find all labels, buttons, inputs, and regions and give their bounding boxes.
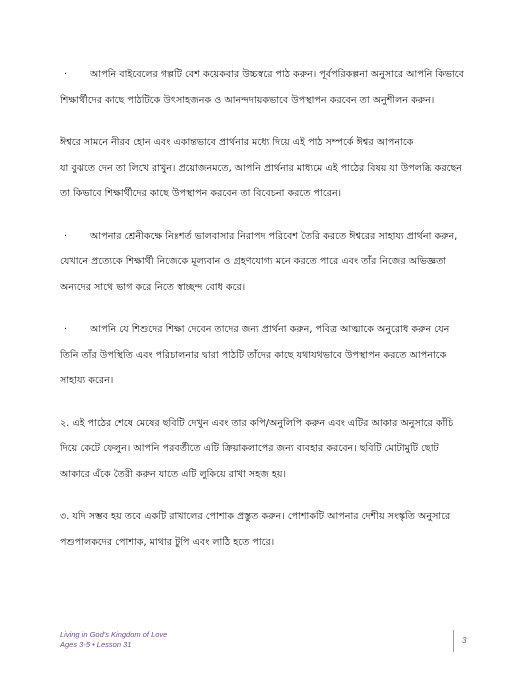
paragraph-line: · আপনার শ্রেনীকক্ষে নিঃশর্ত ভালবাসার নিরাপদ পরিবেশ তৈরি করতে ঈশ্বরের সাহায্য প্রার্থনা করুন, [60, 224, 476, 250]
footer-subtitle: Ages 3-5 • Lesson 31 [60, 640, 132, 649]
paragraph-prepare-story [60, 62, 476, 113]
paragraph-line: পশুপালকদের পোশাক, মাথার টুপি এবং লাঠি হতে পারে। [60, 536, 275, 548]
paragraph-step-2-sheep-picture [60, 411, 476, 488]
footer-title: Living in God's Kingdom of Love [60, 630, 168, 639]
paragraph-line: · আপনি বাইবেলের গল্পটি বেশ কয়েকবার উচ্চস্বরে পাঠ করুন। পূর্বপরিকল্পনা অনুসারে আপনি কিভাবে [60, 62, 476, 88]
paragraph-line: দিয়ে কেটে ফেলুন। আপনি পরবর্তীতে এটি ক্রিয়াকলাপের জন্য ব্যবহার করবেন। ছবিটি মোটামুটি ছোট [60, 443, 439, 454]
paragraph-classroom-environment [60, 224, 476, 301]
page-number: 3 [462, 636, 467, 645]
paragraph-line: যা বুঝতে দেন তা লিখে রাখুন। প্রয়োজনমতে, আপনি প্রার্থনার মাধ্যমে এই পাঠের বিষয় যা উপলব্ধি করছেন [60, 162, 462, 174]
bullet-icon: · [64, 69, 68, 80]
paragraph-pray-quietly [60, 130, 476, 207]
page-footer [60, 630, 476, 666]
paragraph-line: আকারে এঁকে তৈরী করুন যাতে এটি লুকিয়ে রাখা সহজ হয়। [60, 468, 286, 480]
bullet-icon: · [64, 230, 68, 242]
paragraph-line: ঈশ্বরে সামনে নীরব হোন এবং একান্তভাবে প্রার্থনার মধ্যে দিয়ে এই পাঠ সম্পর্কে ঈশ্বর আপনাকে [60, 137, 414, 148]
paragraph-line: ৩. যদি সম্ভব হয় তবে একটি রাখালের পোশাক প্রস্তুত করুন। পোশাকটি আপনার দেশীয় সংস্কৃতি অনুসারে [60, 511, 451, 522]
paragraph-step-3-shepherd-costume [60, 504, 476, 555]
paragraph-line: · আপনি যে শিশুদের শিক্ষা দেবেন তাদের জন্য প্রার্থনা করুন, পবিত্র আত্মাকে অনুরোধ করুন যেন [60, 317, 476, 343]
paragraph-line: তা কিভাবে শিক্ষার্থীদের কাছে উপস্থাপন করবেন তা বিবেচনা করতে পারেন। [60, 188, 342, 199]
paragraph-line: অন্যদের সাথে ভাগ করে নিতে স্বাচ্ছন্দ বোধ করে। [60, 281, 246, 293]
paragraph-line: যেখানে প্রত্যেকে শিক্ষার্থী নিজেকে মূল্যবান ও গ্রহণযোগ্য মনে করতে পারে এবং তাঁর নিজের অভিজ্ঞতা [60, 256, 447, 267]
paragraph-pray-for-children [60, 317, 476, 394]
paragraph-line: তিনি তাঁর উপস্থিতি এবং পরিচালনার দ্বারা পাঠটি তাঁদের কাছে যথাযথভাবে উপস্থাপন করতে আপনাকে [60, 349, 447, 361]
paragraph-line: শিক্ষার্থীদের কাছে পাঠটিকে উৎসাহজনক ও আনন্দদায়কভাবে উপস্থাপন করবেন তা অনুশীলন করুন। [60, 94, 435, 106]
paragraph-line: ২. এই পাঠের শেষে মেষের ছবিটি দেখুন এবং তার কপি/অনুলিপি করুন এবং এটির আকার অনুসারে কাঁচি [60, 417, 454, 429]
document-body [60, 62, 476, 572]
footer-divider [453, 630, 454, 652]
paragraph-line: সাহায্য করেন। [60, 375, 114, 386]
bullet-icon: · [64, 324, 68, 335]
